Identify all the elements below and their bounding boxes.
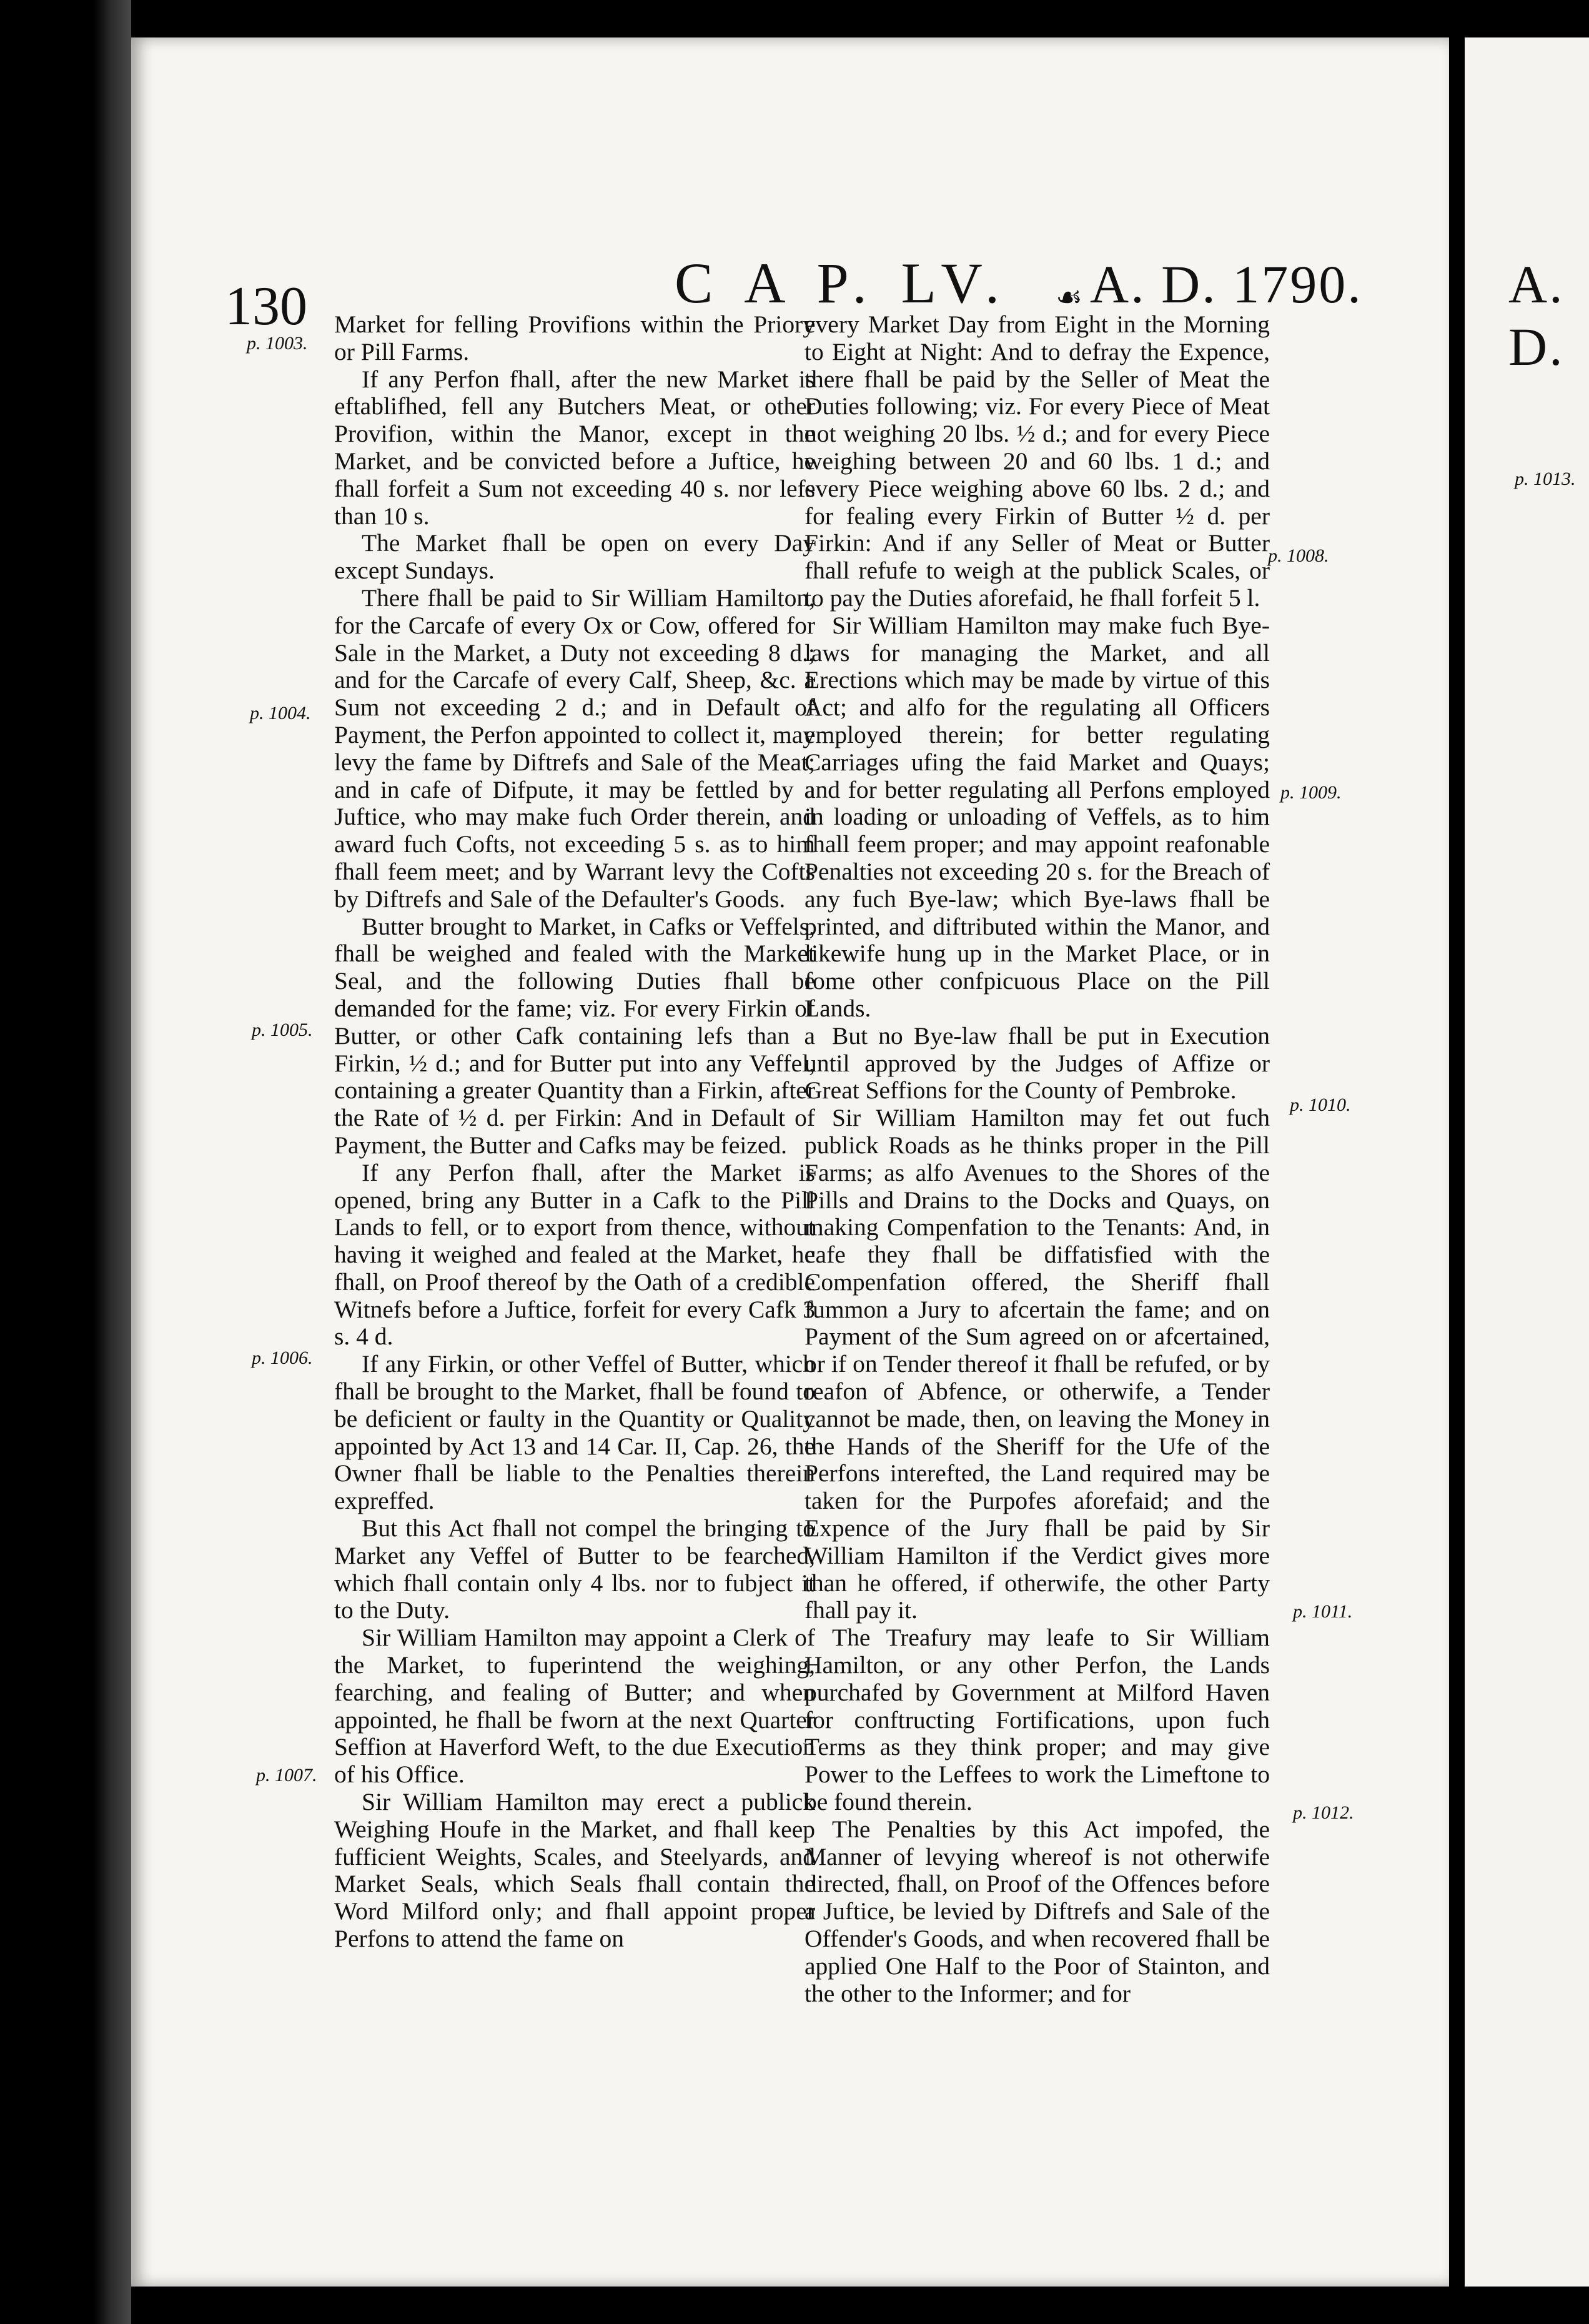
margin-note: p. 1006. bbox=[252, 1348, 313, 1368]
paragraph: Sir William Hamilton may appoint a Clerk of the Market, to fuperintend the weighing, fearching, and fealing of Butter; and when appointed, he fhall be fworn at the next Quarter Seffion at Haverford Weft, to the due Execution of his Office. bbox=[334, 1624, 815, 1789]
page-number: 130 bbox=[225, 276, 307, 337]
margin-note: p. 1012. bbox=[1293, 1802, 1354, 1823]
chapter-heading: C A P. LV. bbox=[675, 251, 1009, 315]
right-text-column bbox=[804, 311, 1270, 2007]
paragraph: If any Firkin, or other Veffel of Butter, which fhall be brought to the Market, fhall be found to be deficient or faulty in the Quantity or Quality appointed by Act 13 and 14 Car. II, Cap. 26, the Owner fhall be liable to the Penalties therein expreffed. bbox=[334, 1350, 815, 1515]
paragraph: But no Bye-law fhall be put in Execution until approved by the Judges of Affize or Great Seffions for the County of Pembroke. bbox=[804, 1021, 1270, 1105]
paragraph: But this Act fhall not compel the bringing to Market any Veffel of Butter to be fearched, which fhall contain only 4 lbs. nor to fubject it to the Duty. bbox=[334, 1514, 815, 1624]
paragraph: If any Perfon fhall, after the Market is opened, bring any Butter in a Cafk to the Pill Lands to fell, or to export from thence, without having it weighed and fealed at the Market, he fhall, on Proof thereof by the Oath of a credible Witnefs before a Juftice, forfeit for every Cafk 3 s. 4 d. bbox=[334, 1158, 815, 1351]
margin-note: p. 1008. bbox=[1268, 545, 1329, 566]
margin-note: p. 1013. bbox=[1515, 469, 1576, 489]
paragraph: Market for felling Provifions within the Priory or Pill Farms. bbox=[334, 310, 815, 365]
paragraph: every Market Day from Eight in the Morning to Eight at Night: And to defray the Expence, there fhall be paid by the Seller of Meat the Duties following; viz. For every Piece of Meat not weighing 20 lbs. ½ d.; and for every Piece weighing between 20 and 60 lbs. 1 d.; and every Piece weighing above 60 lbs. 2 d.; and for fealing every Firkin of Butter ½ d. per Firkin: And if any Seller of Meat or Butter fhall refufe to weigh at the publick Scales, or to pay the Duties aforefaid, he fhall forfeit 5 l. bbox=[804, 310, 1270, 612]
printer-ornament-icon: ☙ bbox=[1056, 281, 1083, 314]
paragraph: If any Perfon fhall, after the new Market is eftablifhed, fell any Butchers Meat, or other Provifion, within the Manor, except in the Market, and be convicted before a Juftice, he fhall forfeit a Sum not exceeding 40 s. nor lefs than 10 s. bbox=[334, 365, 815, 530]
paragraph: Sir William Hamilton may erect a publick Weighing Houfe in the Market, and fhall keep fufficient Weights, Scales, and Steelyards, and Market Seals, which Seals fhall contain the Word Milford only; and fhall appoint proper Perfons to attend the fame on bbox=[334, 1788, 815, 1953]
paragraph: The Treafury may leafe to Sir William Hamilton, or any other Perfon, the Lands purchafed by Government at Milford Haven for conftructing Fortifications, upon fuch Terms as they think proper; and may give Power to the Leffees to work the Limeftone to be found therein. bbox=[804, 1624, 1270, 1816]
margin-note: p. 1011. bbox=[1293, 1601, 1353, 1622]
margin-note: p. 1004. bbox=[250, 703, 311, 723]
margin-note: p. 1007. bbox=[256, 1765, 317, 1785]
facing-page-year-heading: A. D. bbox=[1508, 254, 1565, 377]
left-text-column bbox=[334, 311, 815, 1953]
year-heading: A. D. 1790. bbox=[1090, 254, 1363, 314]
margin-note: p. 1003. bbox=[247, 333, 308, 354]
paragraph: The Penalties by this Act impofed, the Manner of levying whereof is not otherwife directed, fhall, on Proof of the Offences before a Juftice, be levied by Diftrefs and Sale of the Offender's Goods, and when recovered fhall be applied One Half to the Poor of Stainton, and the other to the Informer; and for bbox=[804, 1815, 1270, 2007]
paragraph: Sir William Hamilton may fet out fuch publick Roads as he thinks proper in the Pill Farms; as alfo Avenues to the Shores of the Pills and Drains to the Docks and Quays, on making Compenfation to the Tenants: And, in cafe they fhall be diffatisfied with the Compenfation offered, the Sheriff fhall fummon a Jury to afcertain the fame; and on Payment of the Sum agreed on or afcertained, or if on Tender thereof it fhall be refufed, or by reafon of Abfence, or otherwife, a Tender cannot be made, then, on leaving the Money in the Hands of the Sheriff for the Ufe of the Perfons interefted, the Land required may be taken for the Purpofes aforefaid; and the Expence of the Jury fhall be paid by Sir William Hamilton if the Verdict gives more than he offered, if otherwife, the other Party fhall pay it. bbox=[804, 1104, 1270, 1624]
margin-note: p. 1009. bbox=[1280, 782, 1342, 803]
margin-note: p. 1010. bbox=[1290, 1095, 1351, 1115]
paragraph: Sir William Hamilton may make fuch Bye-laws for managing the Market, and all Erections which may be made by virtue of this Act; and alfo for the regulating all Officers employed therein; for better regulating Carriages ufing the faid Market and Quays; and for better regulating all Perfons employed in loading or unloading of Veffels, as to him fhall feem proper; and may appoint reafonable Penalties not exceeding 20 s. for the Breach of any fuch Bye-law; which Bye-laws fhall be printed, and diftributed within the Manor, and likewife hung up in the Market Place, or in fome other confpicuous Place on the Pill Lands. bbox=[804, 611, 1270, 1022]
book-spine bbox=[94, 0, 131, 2324]
margin-note: p. 1005. bbox=[252, 1020, 313, 1040]
paragraph: Butter brought to Market, in Cafks or Veffels, fhall be weighed and fealed with the Market Seal, and the following Duties fhall be demanded for the fame; viz. For every Firkin of Butter, or other Cafk containing lefs than a Firkin, ½ d.; and for Butter put into any Veffel, containing a greater Quantity than a Firkin, after the Rate of ½ d. per Firkin: And in Default of Payment, the Butter and Cafks may be feized. bbox=[334, 912, 815, 1159]
paragraph: The Market fhall be open on every Day except Sundays. bbox=[334, 529, 815, 585]
paragraph: There fhall be paid to Sir William Hamilton, for the Carcafe of every Ox or Cow, offered for Sale in the Market, a Duty not exceeding 8 d.; and for the Carcafe of every Calf, Sheep, &c. a Sum not exceeding 2 d.; and in Default of Payment, the Perfon appointed to collect it, may levy the fame by Diftrefs and Sale of the Meat; and in cafe of Difpute, it may be fettled by a Juftice, who may make fuch Order therein, and award fuch Cofts, not exceeding 5 s. as to him fhall feem meet; and by Warrant levy the Cofts by Diftrefs and Sale of the Defaulter's Goods. bbox=[334, 583, 815, 913]
